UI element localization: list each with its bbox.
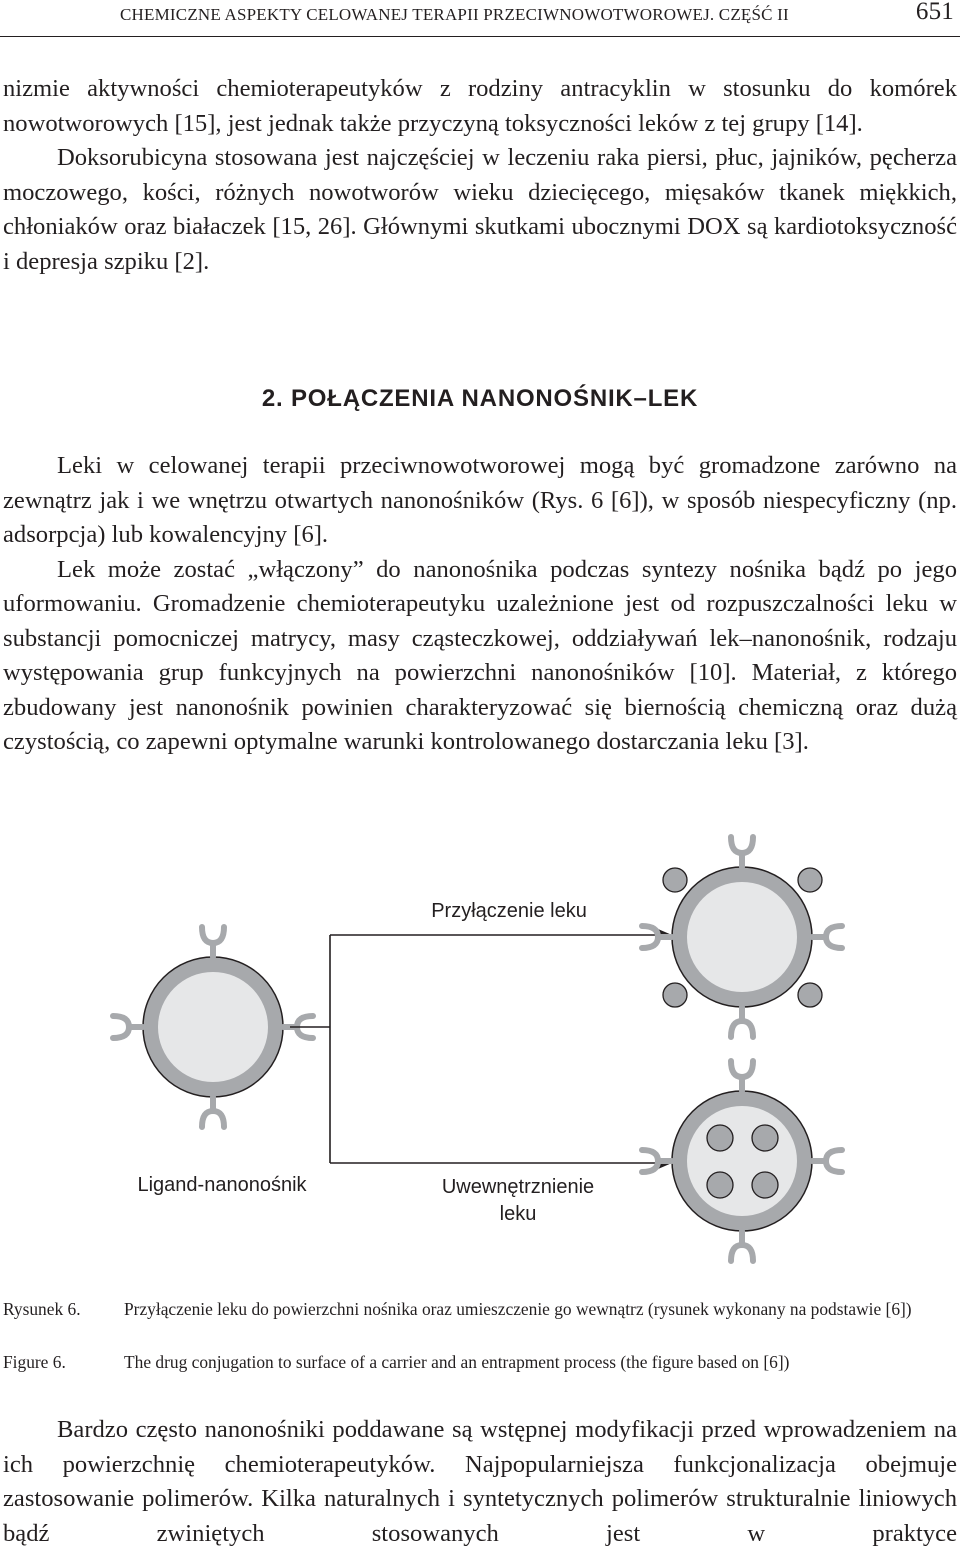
figure-6-diagram — [0, 825, 960, 1275]
running-title: CHEMICZNE ASPEKTY CELOWANEJ TERAPII PRZECIWNOWOTWOROWEJ. CZĘŚĆ II — [120, 5, 789, 24]
figure-caption-pl — [3, 1297, 960, 1349]
paragraph-drug-loading: Leki w celowanej terapii przeciwnowotworowej mogą być gromadzone zarówno na zewnątrz jak i we wnętrzu otwartych nanonośników (Rys. 6 [6]), w sposób niespecyficzny (np. adsorpcja) lub kowalencyjny [6]. — [3, 452, 957, 548]
caption-text-pl: Przyłączenie leku do powierzchni nośnika oraz umieszczenie go wewnątrz (rysunek wykonany na podstawie [6]) — [124, 1299, 912, 1319]
paragraph-doxorubicin: Doksorubicyna stosowana jest najczęściej w leczeniu raka piersi, płuc, jajników, pęcherza moczowego, kości, różnych nowotworów wieku dziecięcego, mięsaków tkanek miękkich, chłoniaków oraz białaczek [15, 26]. Głównymi skutkami ubocznymi DOX są kardiotoksyczność i depresja szpiku [2]. — [3, 144, 957, 275]
section-heading: 2. POŁĄCZENIA NANONOŚNIK–LEK — [261, 385, 699, 412]
carrier-conjugated — [642, 837, 842, 1037]
section-body — [3, 449, 957, 760]
label-ligand-carrier: Ligand-nanonośnik — [137, 1174, 307, 1196]
ligand-icon — [202, 927, 224, 957]
header-rule — [0, 36, 960, 37]
entrapped-drug — [707, 1172, 733, 1198]
caption-label-en: Figure 6. — [3, 1352, 66, 1372]
process-arrows — [290, 935, 660, 1163]
ligand-icon — [731, 1231, 753, 1261]
paragraph-functionalization: Bardzo często nanonośniki poddawane są wstępnej modyfikacji przed wprowadzeniem na ich powierzchnię chemioterapeutyków. Najpopularniejsza funkcjonalizacja obejmuje zastosowanie polimerów. Kilka naturalnych i syntetycznych polimerów strukturalnie liniowych bądź zwiniętych stosowanych jest w praktyce — [3, 1416, 957, 1547]
label-conjugation: Przyłączenie leku — [431, 900, 587, 922]
label-entrapment-line2: leku — [499, 1203, 537, 1225]
ligand-icon — [202, 1097, 224, 1127]
page-number: 651 — [915, 0, 954, 25]
entrapped-drug — [707, 1125, 733, 1151]
ligand-icon — [812, 1150, 842, 1172]
ligand-icon — [642, 926, 672, 948]
carrier-entrapped — [642, 1061, 842, 1261]
body-text-top — [3, 72, 957, 279]
running-header — [120, 0, 956, 32]
paragraph-continuation: nizmie aktywności chemioterapeutyków z rodziny antracyklin w stosunku do komórek nowotworowych [15], jest jednak także przyczyną toksyczności leków z tej grupy [14]. — [3, 75, 957, 137]
ligand-icon — [731, 1007, 753, 1037]
paragraph-drug-incorporation: Lek może zostać „włączony” do nanonośnika podczas syntezy nośnika bądź po jego uformowaniu. Gromadzenie chemioterapeutyku uzależnione jest od rozpuszczalności leku w substancji pomocniczej matrycy, masy cząsteczkowej, oddziaływań lek–nanonośnik, rodzaju występowania grup funkcyjnych na powierzchni nanonośników [10]. Materiał, z którego zbudowany jest nanonośnik powinien charakteryzować się biernością chemiczną oraz dużą czystością, co zapewni optymalne warunki kontrolowanego dostarczania leku [3]. — [3, 555, 957, 755]
ligand-icon — [731, 837, 753, 867]
figure-caption-en — [3, 1350, 960, 1376]
ligand-icon — [113, 1016, 143, 1038]
ligand-icon — [642, 1150, 672, 1172]
ligand-icon — [731, 1061, 753, 1091]
entrapped-drug — [752, 1125, 778, 1151]
caption-label-pl: Rysunek 6. — [3, 1299, 81, 1319]
carrier-left — [113, 927, 313, 1127]
figure-6 — [0, 825, 960, 1275]
label-entrapment-line1: Uwewnętrznienie — [441, 1176, 595, 1198]
body-text-bottom — [3, 1413, 957, 1551]
surface-drug — [663, 868, 687, 892]
entrapped-drug — [752, 1172, 778, 1198]
surface-drug — [798, 983, 822, 1007]
ligand-icon — [812, 926, 842, 948]
caption-text-en: The drug conjugation to surface of a carrier and an entrapment process (the figure based on [6]) — [124, 1352, 790, 1372]
surface-drug — [798, 868, 822, 892]
surface-drug — [663, 983, 687, 1007]
